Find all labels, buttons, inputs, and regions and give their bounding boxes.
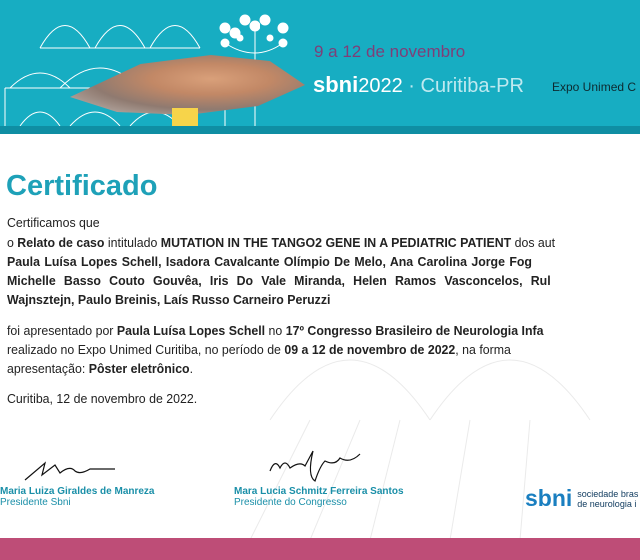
intro-text: Certificamos que	[7, 215, 100, 230]
signer-name: Maria Luiza Giraldes de Manreza	[0, 486, 155, 497]
place-date: Curitiba, 12 de novembro de 2022.	[7, 391, 198, 406]
format-line: apresentação: Pôster eletrônico.	[7, 361, 194, 376]
logo-text: sociedade bras de neurologia i	[577, 488, 639, 509]
footer-band	[0, 538, 640, 560]
work-title: MUTATION IN THE TANGO2 GENE IN A PEDIATRIC PATIENT	[160, 235, 512, 250]
certificate-title: Certificado	[6, 170, 158, 202]
city: Curitiba-PR	[420, 75, 524, 97]
period-line: realizado no Expo Unimed Curitiba, no período de 09 a 12 de novembro de 2022, na forma	[7, 342, 511, 357]
authors-line: Wajnsztejn, Paulo Breinis, Laís Russo Carneiro Peruzzi	[7, 292, 331, 307]
sbni-logo	[525, 485, 638, 512]
signer-role: Presidente Sbni	[0, 497, 71, 508]
signature-block-president	[0, 486, 155, 508]
yellow-block	[172, 108, 198, 126]
year: 2022	[358, 75, 403, 97]
event-dates: 9 a 12 de novembro	[314, 42, 466, 61]
brand: sbni	[313, 72, 359, 97]
signer-role: Presidente do Congresso	[234, 497, 347, 508]
authors-line: Michelle Basso Couto Gouvêa, Iris Do Vale Miranda, Helen Ramos Vasconcelos, Rul	[7, 273, 551, 288]
signer-name: Mara Lucia Schmitz Ferreira Santos	[234, 486, 404, 497]
header-strip	[0, 126, 640, 134]
event-banner	[0, 0, 640, 126]
event-name	[313, 72, 524, 98]
signature-1	[20, 455, 120, 485]
work-line: o Relato de caso intitulado MUTATION IN THE TANGO2 GENE IN A PEDIATRIC PATIENT dos aut	[7, 235, 556, 250]
presenter-line: foi apresentado por Paula Luísa Lopes Schell no 17º Congresso Brasileiro de Neurologia Infa	[7, 323, 544, 338]
venue: Expo Unimed C	[552, 80, 637, 94]
separator: ·	[408, 75, 415, 97]
signature-2	[265, 446, 365, 486]
authors-line: Paula Luísa Lopes Schell, Isadora Cavalcante Olímpio De Melo, Ana Carolina Jorge Fog	[7, 254, 532, 269]
signature-block-congress	[234, 486, 404, 508]
logo-mark: sbni	[525, 485, 573, 511]
